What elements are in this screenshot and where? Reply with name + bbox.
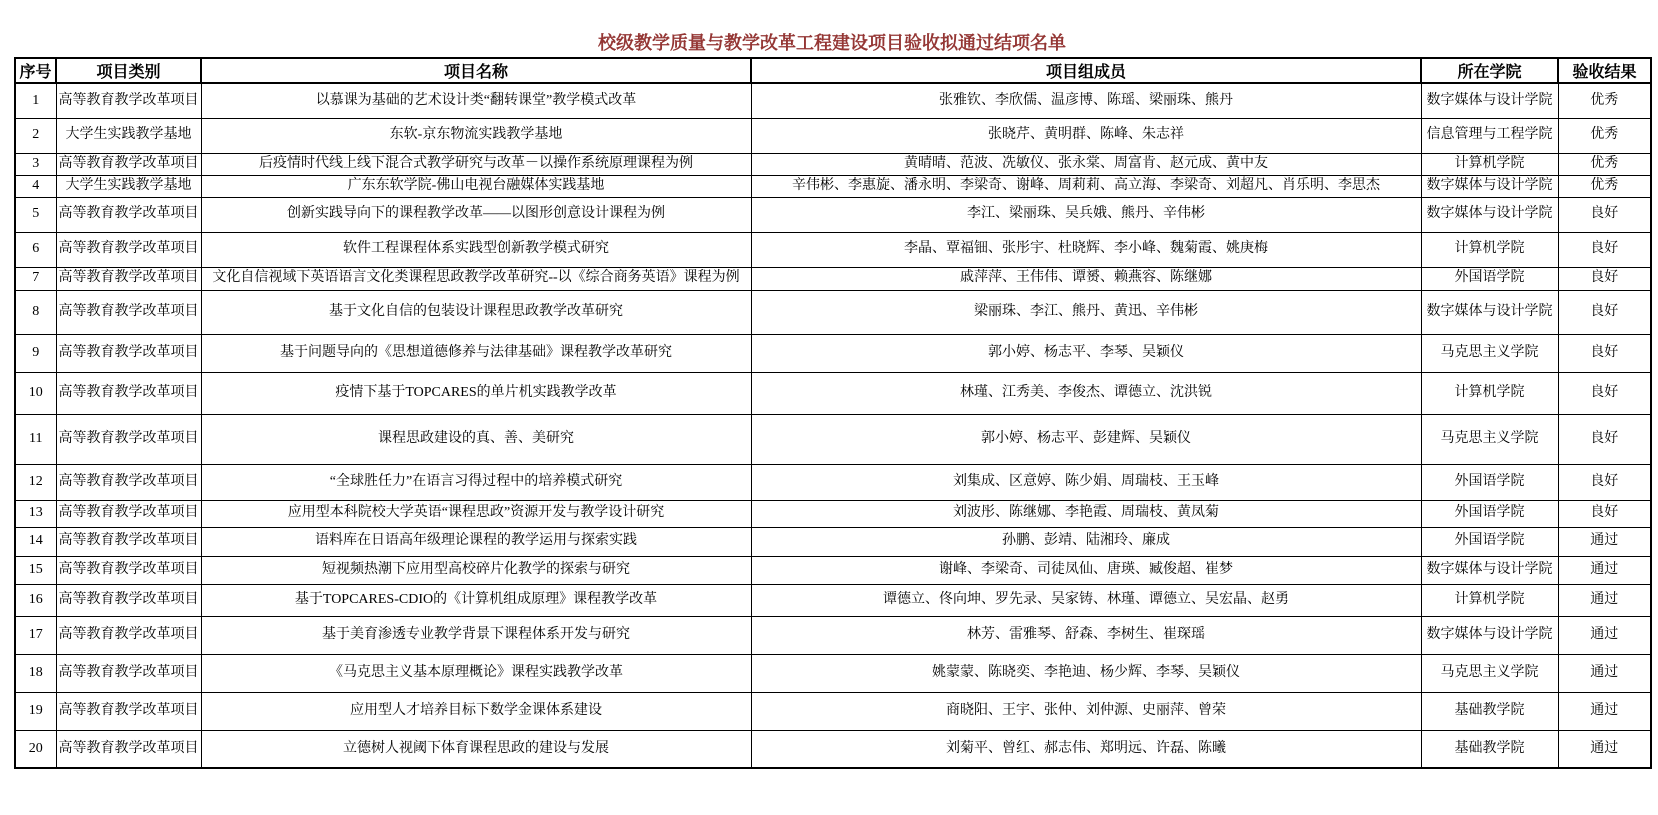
cell-members: 郭小婷、杨志平、李琴、吴颖仪 <box>751 334 1421 372</box>
cell-category: 高等教育教学改革项目 <box>56 232 201 267</box>
table-row <box>15 153 1651 175</box>
table-row <box>15 654 1651 692</box>
cell-category: 大学生实践教学基地 <box>56 118 201 153</box>
table-row <box>15 500 1651 527</box>
cell-category: 高等教育教学改革项目 <box>56 654 201 692</box>
cell-result: 良好 <box>1558 372 1651 414</box>
cell-project-name: 基于美育渗透专业教学背景下课程体系开发与研究 <box>201 616 751 654</box>
cell-project-name: 以慕课为基础的艺术设计类“翻转课堂”教学模式改革 <box>201 83 751 118</box>
cell-index: 11 <box>15 414 56 464</box>
cell-college: 基础教学院 <box>1421 730 1558 768</box>
cell-project-name: 东软-京东物流实践教学基地 <box>201 118 751 153</box>
cell-college: 数字媒体与设计学院 <box>1421 197 1558 232</box>
cell-college: 外国语学院 <box>1421 527 1558 556</box>
cell-index: 10 <box>15 372 56 414</box>
cell-result: 通过 <box>1558 692 1651 730</box>
cell-project-name: 文化自信视域下英语语言文化类课程思政教学改革研究--以《综合商务英语》课程为例 <box>201 267 751 290</box>
table-row <box>15 692 1651 730</box>
cell-college: 计算机学院 <box>1421 153 1558 175</box>
cell-category: 高等教育教学改革项目 <box>56 267 201 290</box>
cell-category: 高等教育教学改革项目 <box>56 464 201 500</box>
cell-result: 优秀 <box>1558 175 1651 197</box>
cell-category: 大学生实践教学基地 <box>56 175 201 197</box>
cell-college: 信息管理与工程学院 <box>1421 118 1558 153</box>
cell-members: 刘波彤、陈继娜、李艳霞、周瑞枝、黄凤菊 <box>751 500 1421 527</box>
cell-index: 9 <box>15 334 56 372</box>
cell-college: 外国语学院 <box>1421 500 1558 527</box>
table-row <box>15 464 1651 500</box>
cell-result: 良好 <box>1558 232 1651 267</box>
cell-members: 张雅钦、李欣儒、温彦博、陈瑶、梁丽珠、熊丹 <box>751 83 1421 118</box>
cell-result: 通过 <box>1558 584 1651 616</box>
header-project-name: 项目名称 <box>201 58 751 83</box>
cell-college: 数字媒体与设计学院 <box>1421 83 1558 118</box>
cell-project-name: 后疫情时代线上线下混合式教学研究与改革－以操作系统原理课程为例 <box>201 153 751 175</box>
cell-college: 马克思主义学院 <box>1421 414 1558 464</box>
table-row <box>15 556 1651 584</box>
table-row <box>15 175 1651 197</box>
cell-college: 数字媒体与设计学院 <box>1421 175 1558 197</box>
cell-index: 17 <box>15 616 56 654</box>
cell-project-name: 创新实践导向下的课程教学改革——以图形创意设计课程为例 <box>201 197 751 232</box>
table-row <box>15 372 1651 414</box>
table-row <box>15 232 1651 267</box>
cell-result: 通过 <box>1558 730 1651 768</box>
cell-members: 李晶、覃福钿、张彤宇、杜晓辉、李小峰、魏菊霞、姚庚梅 <box>751 232 1421 267</box>
header-category: 项目类别 <box>56 58 201 83</box>
cell-category: 高等教育教学改革项目 <box>56 692 201 730</box>
cell-category: 高等教育教学改革项目 <box>56 83 201 118</box>
cell-index: 4 <box>15 175 56 197</box>
table-row <box>15 267 1651 290</box>
cell-index: 5 <box>15 197 56 232</box>
table-row <box>15 118 1651 153</box>
cell-members: 刘菊平、曾红、郝志伟、郑明远、许磊、陈曦 <box>751 730 1421 768</box>
cell-category: 高等教育教学改革项目 <box>56 290 201 334</box>
cell-category: 高等教育教学改革项目 <box>56 584 201 616</box>
cell-result: 良好 <box>1558 334 1651 372</box>
table-row <box>15 83 1651 118</box>
cell-project-name: 《马克思主义基本原理概论》课程实践教学改革 <box>201 654 751 692</box>
cell-index: 12 <box>15 464 56 500</box>
cell-members: 黄晴晴、范波、冼敏仪、张永棠、周富肯、赵元成、黄中友 <box>751 153 1421 175</box>
table-header-row <box>15 58 1651 83</box>
cell-members: 姚蒙蒙、陈晓奕、李艳迪、杨少辉、李琴、吴颖仪 <box>751 654 1421 692</box>
cell-result: 优秀 <box>1558 118 1651 153</box>
cell-college: 计算机学院 <box>1421 372 1558 414</box>
cell-result: 通过 <box>1558 654 1651 692</box>
cell-category: 高等教育教学改革项目 <box>56 372 201 414</box>
table-row <box>15 334 1651 372</box>
cell-project-name: 语料库在日语高年级理论课程的教学运用与探索实践 <box>201 527 751 556</box>
cell-index: 20 <box>15 730 56 768</box>
cell-index: 16 <box>15 584 56 616</box>
cell-category: 高等教育教学改革项目 <box>56 730 201 768</box>
cell-category: 高等教育教学改革项目 <box>56 197 201 232</box>
cell-project-name: 短视频热潮下应用型高校碎片化教学的探索与研究 <box>201 556 751 584</box>
cell-result: 优秀 <box>1558 153 1651 175</box>
cell-index: 1 <box>15 83 56 118</box>
cell-result: 通过 <box>1558 556 1651 584</box>
cell-category: 高等教育教学改革项目 <box>56 527 201 556</box>
cell-project-name: 基于问题导向的《思想道德修养与法律基础》课程教学改革研究 <box>201 334 751 372</box>
cell-college: 计算机学院 <box>1421 584 1558 616</box>
header-result: 验收结果 <box>1558 58 1651 83</box>
cell-members: 谭德立、佟向坤、罗先录、吴家铸、林瑾、谭德立、吴宏晶、赵勇 <box>751 584 1421 616</box>
cell-members: 刘集成、区意婷、陈少娟、周瑞枝、王玉峰 <box>751 464 1421 500</box>
cell-result: 良好 <box>1558 464 1651 500</box>
cell-project-name: 基于文化自信的包装设计课程思政教学改革研究 <box>201 290 751 334</box>
cell-index: 13 <box>15 500 56 527</box>
cell-members: 林瑾、江秀美、李俊杰、谭德立、沈洪锐 <box>751 372 1421 414</box>
cell-college: 外国语学院 <box>1421 464 1558 500</box>
cell-members: 梁丽珠、李江、熊丹、黄迅、辛伟彬 <box>751 290 1421 334</box>
header-index: 序号 <box>15 58 56 83</box>
cell-category: 高等教育教学改革项目 <box>56 556 201 584</box>
cell-project-name: 软件工程课程体系实践型创新教学模式研究 <box>201 232 751 267</box>
projects-table <box>14 57 1652 769</box>
cell-project-name: 广东东软学院-佛山电视台融媒体实践基地 <box>201 175 751 197</box>
table-row <box>15 527 1651 556</box>
cell-category: 高等教育教学改革项目 <box>56 153 201 175</box>
cell-college: 马克思主义学院 <box>1421 334 1558 372</box>
cell-project-name: “全球胜任力”在语言习得过程中的培养模式研究 <box>201 464 751 500</box>
cell-college: 数字媒体与设计学院 <box>1421 616 1558 654</box>
cell-members: 辛伟彬、李惠旋、潘永明、李梁奇、谢峰、周莉莉、高立海、李梁奇、刘超凡、肖乐明、李思杰 <box>751 175 1421 197</box>
page-title: 校级教学质量与教学改革工程建设项目验收拟通过结项名单 <box>598 33 1066 53</box>
cell-project-name: 立德树人视阈下体育课程思政的建设与发展 <box>201 730 751 768</box>
table-body <box>15 83 1651 768</box>
table-row <box>15 414 1651 464</box>
cell-index: 15 <box>15 556 56 584</box>
table-row <box>15 616 1651 654</box>
cell-members: 张晓芹、黄明群、陈峰、朱志祥 <box>751 118 1421 153</box>
cell-index: 14 <box>15 527 56 556</box>
cell-index: 3 <box>15 153 56 175</box>
cell-result: 良好 <box>1558 267 1651 290</box>
cell-project-name: 应用型本科院校大学英语“课程思政”资源开发与教学设计研究 <box>201 500 751 527</box>
cell-members: 商晓阳、王宇、张仲、刘仲源、史丽萍、曾荣 <box>751 692 1421 730</box>
cell-category: 高等教育教学改革项目 <box>56 414 201 464</box>
cell-index: 7 <box>15 267 56 290</box>
cell-members: 李江、梁丽珠、吴兵娥、熊丹、辛伟彬 <box>751 197 1421 232</box>
cell-members: 林芳、雷雅琴、舒森、李树生、崔琛瑶 <box>751 616 1421 654</box>
cell-project-name: 基于TOPCARES-CDIO的《计算机组成原理》课程教学改革 <box>201 584 751 616</box>
cell-result: 良好 <box>1558 197 1651 232</box>
cell-index: 6 <box>15 232 56 267</box>
cell-category: 高等教育教学改革项目 <box>56 334 201 372</box>
cell-project-name: 疫情下基于TOPCARES的单片机实践教学改革 <box>201 372 751 414</box>
cell-index: 8 <box>15 290 56 334</box>
cell-members: 郭小婷、杨志平、彭建辉、吴颖仪 <box>751 414 1421 464</box>
cell-category: 高等教育教学改革项目 <box>56 616 201 654</box>
cell-college: 外国语学院 <box>1421 267 1558 290</box>
table-row <box>15 584 1651 616</box>
cell-members: 谢峰、李梁奇、司徒凤仙、唐瑛、臧俊超、崔梦 <box>751 556 1421 584</box>
cell-result: 良好 <box>1558 290 1651 334</box>
cell-result: 良好 <box>1558 414 1651 464</box>
header-college: 所在学院 <box>1421 58 1558 83</box>
table-row <box>15 290 1651 334</box>
cell-index: 18 <box>15 654 56 692</box>
cell-index: 19 <box>15 692 56 730</box>
cell-college: 数字媒体与设计学院 <box>1421 290 1558 334</box>
cell-college: 基础教学院 <box>1421 692 1558 730</box>
cell-college: 计算机学院 <box>1421 232 1558 267</box>
cell-result: 良好 <box>1558 500 1651 527</box>
cell-index: 2 <box>15 118 56 153</box>
cell-project-name: 课程思政建设的真、善、美研究 <box>201 414 751 464</box>
cell-members: 孙鹏、彭靖、陆湘玲、廉成 <box>751 527 1421 556</box>
cell-category: 高等教育教学改革项目 <box>56 500 201 527</box>
cell-result: 优秀 <box>1558 83 1651 118</box>
table-row <box>15 730 1651 768</box>
cell-result: 通过 <box>1558 527 1651 556</box>
cell-members: 戚萍萍、王伟伟、谭赟、赖燕容、陈继娜 <box>751 267 1421 290</box>
header-members: 项目组成员 <box>751 58 1421 83</box>
cell-college: 数字媒体与设计学院 <box>1421 556 1558 584</box>
cell-project-name: 应用型人才培养目标下数学金课体系建设 <box>201 692 751 730</box>
cell-result: 通过 <box>1558 616 1651 654</box>
table-row <box>15 197 1651 232</box>
cell-college: 马克思主义学院 <box>1421 654 1558 692</box>
